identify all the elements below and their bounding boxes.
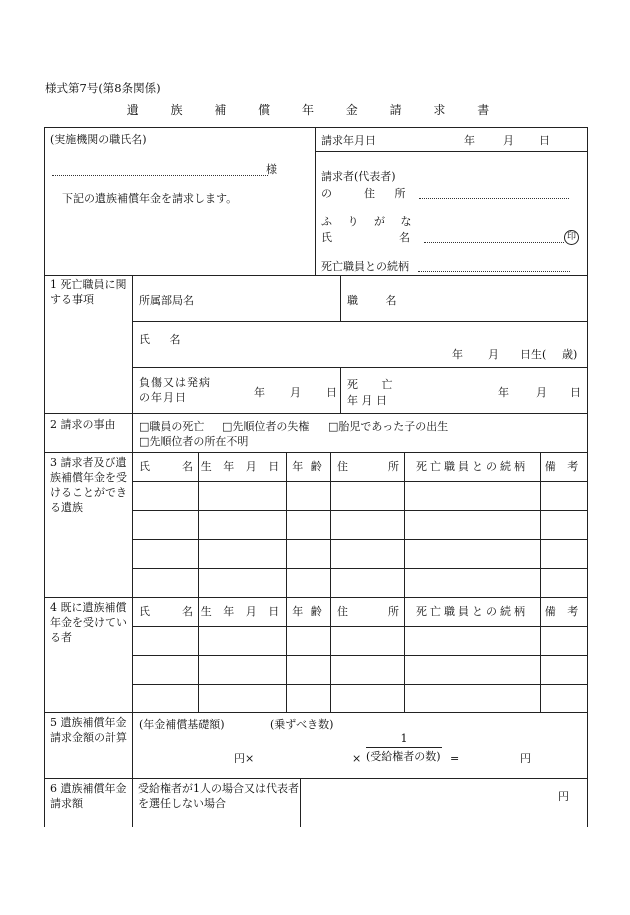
col-line xyxy=(286,452,287,597)
row-line xyxy=(44,452,587,453)
death-day: 日 xyxy=(570,386,581,399)
row-line xyxy=(315,151,587,152)
col-line xyxy=(300,778,301,827)
col-address-header: 住 所 xyxy=(337,460,399,473)
row-line xyxy=(132,539,587,540)
date-month: 月 xyxy=(503,134,514,147)
sec1-label: 1 死亡職員に関する事項 xyxy=(50,278,127,306)
row-line xyxy=(132,684,587,685)
dept-label: 所属部局名 xyxy=(139,294,194,307)
col-line xyxy=(340,367,341,413)
request-text: 下記の遺族補償年金を請求します。 xyxy=(62,192,238,205)
furigana-label: ふ り が な xyxy=(321,215,418,228)
row-line xyxy=(132,655,587,656)
col-line xyxy=(404,452,405,597)
death-year: 年 xyxy=(498,386,509,399)
row-line xyxy=(44,712,587,713)
form-id: 様式第7号(第8条関係) xyxy=(45,81,161,95)
col-remarks-header: 備 考 xyxy=(544,460,583,473)
seal-icon: 印 xyxy=(564,230,579,245)
agency-name-field[interactable] xyxy=(52,175,268,176)
frame-right-line xyxy=(587,127,588,827)
form-title: 遺 族 補 償 年 金 請 求 書 xyxy=(126,103,504,117)
address-label: 住 所 xyxy=(364,187,414,200)
fraction-denominator: (受給権者の数) xyxy=(366,750,441,763)
col-relation-header: 死亡職員との続柄 xyxy=(416,605,528,618)
sec3-label: 3 請求者及び遺族補償年金を受けることができる遺族 xyxy=(50,456,127,514)
birth-month: 月 xyxy=(488,348,499,361)
col-line xyxy=(132,275,133,827)
date-label: 請求年月日 xyxy=(321,134,376,147)
frame-left-line xyxy=(44,127,45,827)
reason-birth-checkbox[interactable]: □胎児であった子の出生 xyxy=(328,420,449,433)
sama-label: 様 xyxy=(266,163,277,176)
row-line xyxy=(44,275,587,276)
sec6-label: 6 遺族補償年金請求額 xyxy=(50,782,127,810)
agency-label: (実施機関の職氏名) xyxy=(50,133,147,146)
sec5-label: 5 遺族補償年金請求金額の計算 xyxy=(50,716,127,744)
date-year: 年 xyxy=(464,134,475,147)
sec6-yen: 円 xyxy=(558,790,569,803)
col-remarks-header: 備 考 xyxy=(544,605,583,618)
claimant-name-field[interactable] xyxy=(424,242,564,243)
col-birth-header: 生 年 月 日 xyxy=(200,460,284,473)
claimant-label: 請求者(代表者) xyxy=(321,170,396,183)
mei-label: 名 xyxy=(399,231,410,244)
sec6-condition: 受給権者が1人の場合又は代表者を選任しない場合 xyxy=(138,782,299,810)
col-age-header: 年 齢 xyxy=(292,605,324,618)
col-line xyxy=(330,597,331,712)
row-line xyxy=(44,413,587,414)
claim-form xyxy=(44,127,587,827)
position-label: 職 名 xyxy=(347,294,409,307)
age-suffix: 歳) xyxy=(562,348,578,361)
col-age-header: 年 齢 xyxy=(292,460,324,473)
row-line xyxy=(44,597,587,598)
fraction-bar xyxy=(366,747,442,748)
times-sign: × xyxy=(352,752,362,765)
col-line xyxy=(340,275,341,321)
injury-day: 日 xyxy=(326,386,337,399)
reason-death-checkbox[interactable]: □職員の死亡 xyxy=(139,420,205,433)
result-yen: 円 xyxy=(520,752,531,765)
row-line xyxy=(132,626,587,627)
reason-unknown-checkbox[interactable]: □先順位者の所在不明 xyxy=(139,435,249,448)
col-line xyxy=(315,127,316,275)
shi-label: 氏 xyxy=(321,231,332,244)
row-line xyxy=(132,568,587,569)
row-line xyxy=(132,481,587,482)
col-relation-header: 死亡職員との続柄 xyxy=(416,460,528,473)
sec2-label: 2 請求の事由 xyxy=(50,418,116,431)
claimant-address-field[interactable] xyxy=(419,198,569,199)
death-month: 月 xyxy=(536,386,547,399)
col-address-header: 住 所 xyxy=(337,605,399,618)
deceased-name-label: 氏 名 xyxy=(139,333,189,346)
relation-label: 死亡職員との続柄 xyxy=(321,260,409,273)
death-label-2: 年 月 日 xyxy=(347,394,387,407)
yen-times: 円× xyxy=(234,752,255,765)
rate-label: (乗ずべき数) xyxy=(270,718,334,731)
date-day: 日 xyxy=(539,134,550,147)
row-line xyxy=(132,321,587,322)
birth-year: 年 xyxy=(452,348,463,361)
row-line xyxy=(44,778,587,779)
col-name-header: 氏 名 xyxy=(139,460,193,473)
col-line xyxy=(198,452,199,597)
reason-forfeit-checkbox[interactable]: □先順位者の失権 xyxy=(222,420,310,433)
base-amount-label: (年金補償基礎額) xyxy=(139,718,225,731)
row-line xyxy=(132,510,587,511)
injury-year: 年 xyxy=(254,386,265,399)
col-line xyxy=(330,452,331,597)
no-label: の xyxy=(321,187,332,200)
birth-suffix: 日生( xyxy=(520,348,547,361)
equals-sign: = xyxy=(450,752,460,765)
fraction-numerator: 1 xyxy=(400,732,408,745)
col-name-header: 氏 名 xyxy=(139,605,193,618)
col-line xyxy=(540,452,541,597)
col-birth-header: 生 年 月 日 xyxy=(200,605,284,618)
sec4-label: 4 既に遺族補償年金を受けている者 xyxy=(50,601,127,644)
injury-date-label: 負傷又は発病の年月日 xyxy=(139,376,211,404)
relation-field[interactable] xyxy=(418,271,570,272)
injury-month: 月 xyxy=(290,386,301,399)
row-line xyxy=(132,367,587,368)
death-label-1: 死 亡 xyxy=(347,378,403,391)
